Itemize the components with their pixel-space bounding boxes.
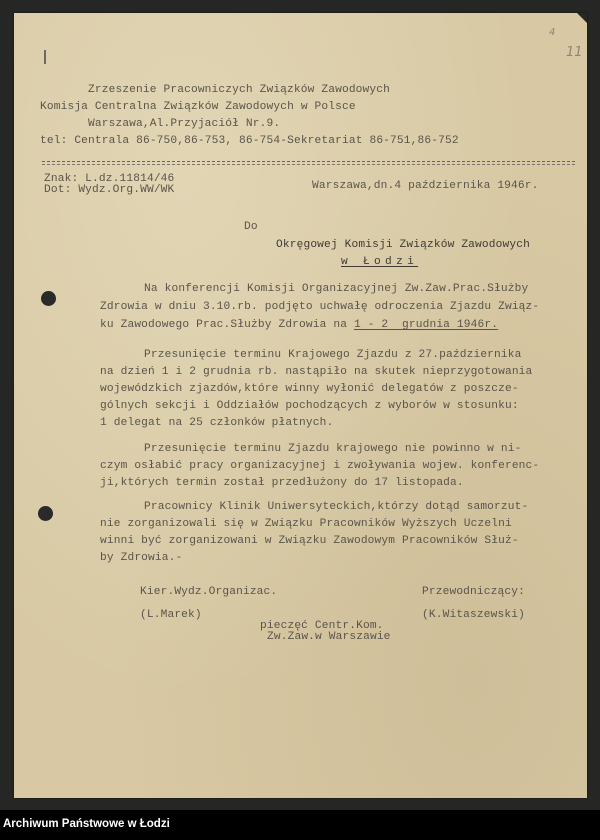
p2-line-4: gólnych sekcji i Oddziałów pochodzących z wyborów w stosunku: <box>100 400 519 412</box>
p2-line-1: Przesunięcie terminu Krajowego Zjazdu z 27.października <box>144 349 522 361</box>
letterhead-commission: Komisja Centralna Związków Zawodowych w Polsce <box>40 101 356 113</box>
reference-number: Znak: L.dz.11814/46 <box>44 173 175 185</box>
stamp-placeholder-line-2: Zw.Zaw.w Warszawie <box>267 631 391 643</box>
archive-footer <box>0 810 600 840</box>
p2-line-2: na dzień 1 i 2 grudnia rb. nastąpiło na skutek nieprzygotowania <box>100 366 533 378</box>
signature-right-name: (K.Witaszewski) <box>422 609 525 621</box>
signature-left-title: Kier.Wydz.Organizac. <box>140 586 278 598</box>
letter-date: Warszawa,dn.4 października 1946r. <box>312 180 539 192</box>
p4-line-3: winni być zorganizowani w Związku Zawodowym Pracowników Służ- <box>100 535 519 547</box>
congress-date-emphasis: 1 - 2 grudnia 1946r. <box>353 319 499 331</box>
pencil-mark-folio: 11 <box>566 45 583 60</box>
letterhead-address: Warszawa,Al.Przyjaciół Nr.9. <box>88 118 281 130</box>
pencil-mark-left <box>44 50 46 64</box>
recipient-city: w Łodzi <box>341 256 419 268</box>
p3-line-1: Przesunięcie terminu Zjazdu krajowego nie powinno w ni- <box>144 443 522 455</box>
p2-line-3: wojewódzkich zjazdów,które winny wyłonić delegatów z poszcze- <box>100 383 519 395</box>
signature-left-name: (L.Marek) <box>140 609 202 621</box>
letterhead-divider-2 <box>42 164 575 165</box>
recipient-do: Do <box>244 221 258 233</box>
signature-right-title: Przewodniczący: <box>422 586 525 598</box>
letterhead-phones: tel: Centrala 86-750,86-753, 86-754-Sekretariat 86-751,86-752 <box>40 135 459 147</box>
p4-line-4: by Zdrowia.- <box>100 552 183 564</box>
recipient-name: Okręgowej Komisji Związków Zawodowych <box>276 239 530 251</box>
p4-line-1: Pracownicy Klinik Uniwersyteckich,którzy dotąd samorzut- <box>144 501 529 513</box>
letterhead-organization: Zrzeszenie Pracowniczych Związków Zawodowych <box>88 84 390 96</box>
stamp-placeholder-line-1: pieczęć Centr.Kom. <box>260 620 384 632</box>
binder-hole-bottom <box>38 506 53 521</box>
reference-department: Dot: Wydz.Org.WW/WK <box>44 184 175 196</box>
p4-line-2: nie zorganizowali się w Związku Pracowników Wyższych Uczelni <box>100 518 512 530</box>
page-corner <box>577 13 587 23</box>
p3-line-3: ji,których termin został przedłużony do 17 listopada. <box>100 477 464 489</box>
pencil-mark-page-number: 4 <box>549 27 556 38</box>
binder-hole-top <box>41 291 56 306</box>
p1-line-3 <box>100 319 498 332</box>
p1-line-2: Zdrowia w dniu 3.10.rb. podjęto uchwałę odroczenia Zjazdu Związ- <box>100 301 540 313</box>
p3-line-2: czym osłabić pracy organizacyjnej i zwoływania wojew. konferenc- <box>100 460 540 472</box>
letterhead-divider <box>42 161 575 162</box>
p1-line-1: Na konferencji Komisji Organizacyjnej Zw.Zaw.Prac.Służby <box>144 283 529 295</box>
document-page <box>14 13 587 798</box>
p1-line-3-text: ku Zawodowego Prac.Służby Zdrowia na <box>100 319 354 331</box>
archive-name: Archiwum Państwowe w Łodzi <box>3 818 170 830</box>
p2-line-5: 1 delegat na 25 członków płatnych. <box>100 417 334 429</box>
